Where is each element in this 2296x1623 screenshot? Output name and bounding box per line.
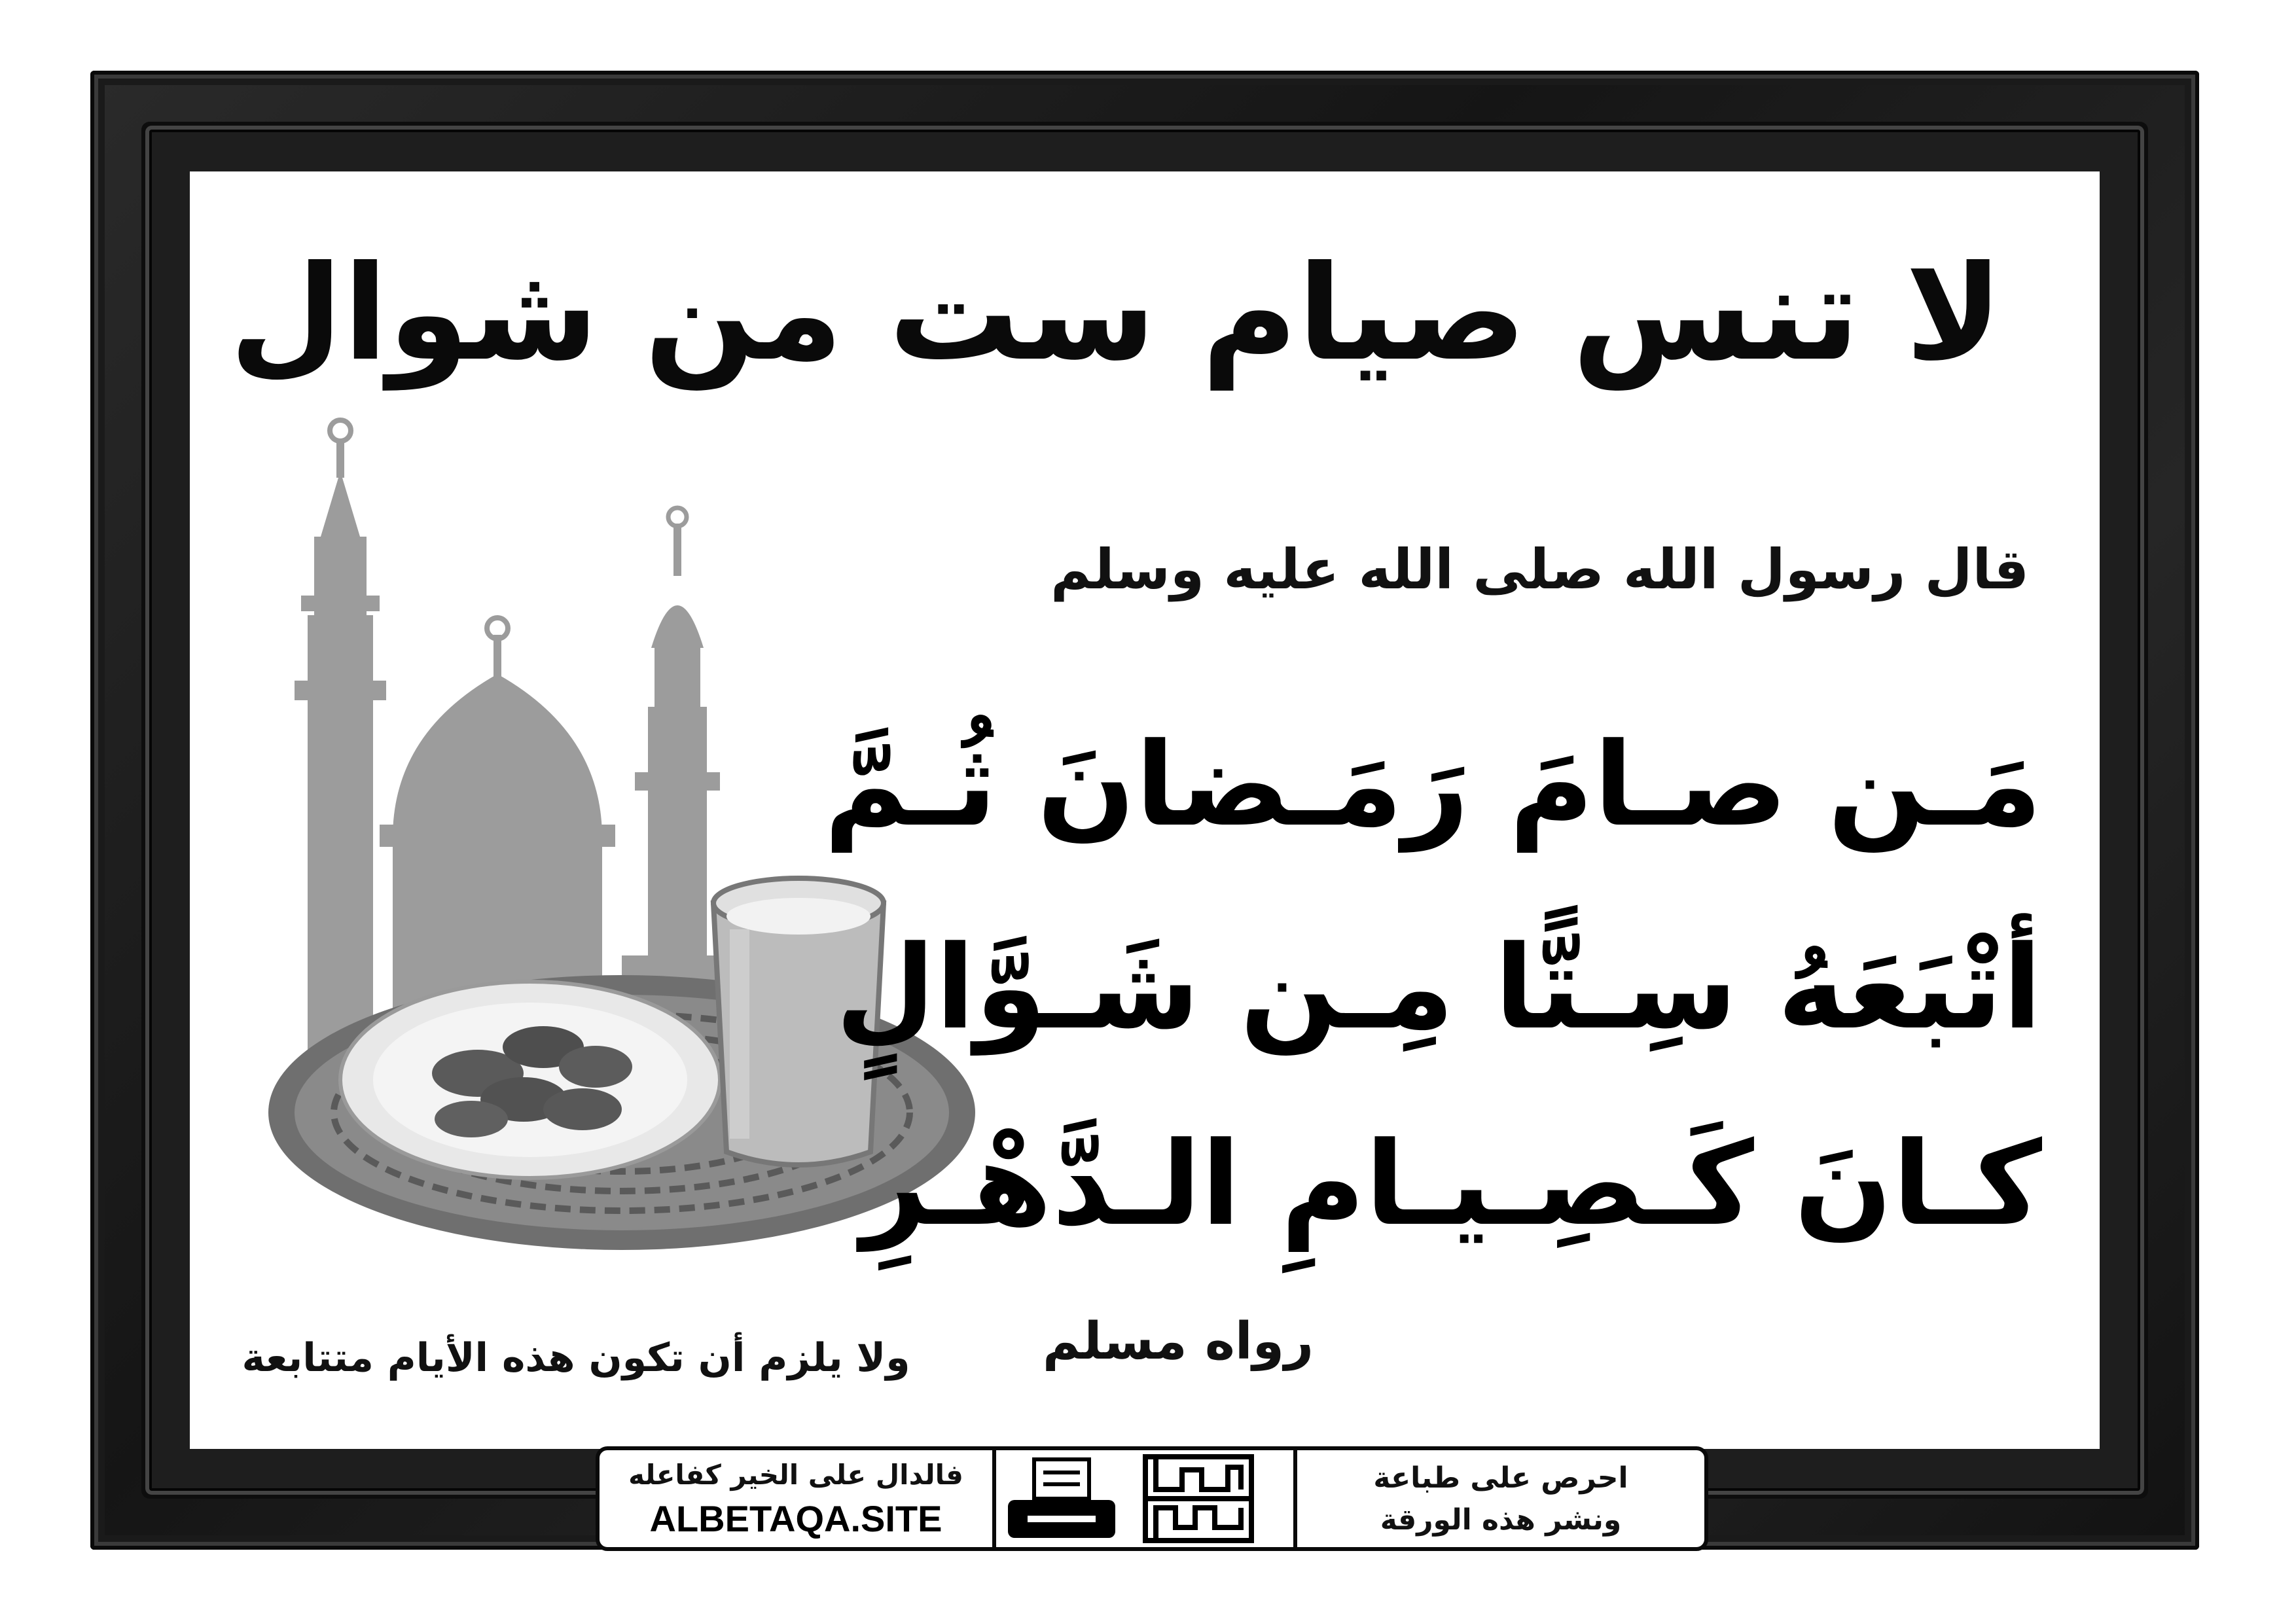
hadith-intro: قال رسول الله صلى الله عليه وسلم — [1050, 537, 2029, 601]
footer-left-panel — [600, 1450, 996, 1547]
fasting-note: ولا يلزم أن تكون هذه الأيام متتابعة — [242, 1335, 910, 1381]
footer-slogan: فالدال على الخير كفاعله — [628, 1459, 963, 1491]
footer-print-appeal-1: احرص على طباعة — [1373, 1461, 1628, 1495]
footer-print-appeal-2: ونشر هذه الورقة — [1380, 1503, 1622, 1537]
date-plate — [340, 982, 720, 1178]
poster-title: لا تنس صيام ست من شوال — [229, 238, 2003, 390]
footer-right-panel — [1293, 1450, 1708, 1547]
hadith-source: رواه مسلم — [1043, 1312, 1314, 1371]
printer-icon — [996, 1450, 1127, 1547]
hadith-line-2: أتْبَعَهُ سِـتًّا مِـن شَـوَّالٍ — [835, 921, 2042, 1055]
footer-site-link[interactable]: ALBETAQA.SITE — [649, 1498, 942, 1539]
hadith-line-3: كـانَ كَـصِـيـامِ الـدَّهْـرِ — [861, 1117, 2042, 1251]
footer-bar — [596, 1446, 1708, 1551]
hadith-line-1: مَـن صـامَ رَمَـضانَ ثُـمَّ — [823, 718, 2042, 852]
kufic-logo — [1136, 1450, 1261, 1547]
